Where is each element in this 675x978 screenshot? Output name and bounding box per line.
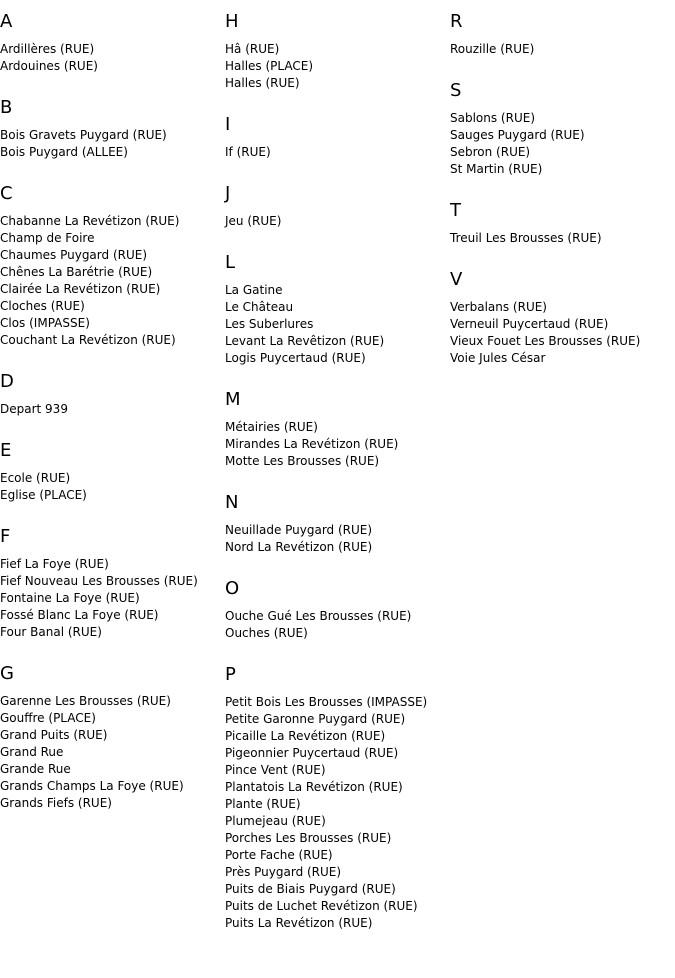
- letter-heading: R: [450, 11, 463, 32]
- street-link[interactable]: Grand Rue: [0, 745, 64, 759]
- street-link[interactable]: Clairée La Revétizon (RUE): [0, 282, 161, 296]
- letter-group-l: [225, 252, 450, 367]
- street-link[interactable]: Clos (IMPASSE): [0, 316, 90, 330]
- street-link[interactable]: Halles (PLACE): [225, 59, 314, 73]
- street-link[interactable]: If (RUE): [225, 145, 271, 159]
- street-link[interactable]: Les Suberlures: [225, 317, 314, 331]
- letter-heading: M: [225, 389, 241, 410]
- street-link[interactable]: Sebron (RUE): [450, 145, 531, 159]
- street-link[interactable]: Porches Les Brousses (RUE): [225, 831, 392, 845]
- street-link[interactable]: Motte Les Brousses (RUE): [225, 454, 380, 468]
- letter-heading: J: [225, 183, 231, 204]
- street-link[interactable]: Ecole (RUE): [0, 471, 71, 485]
- letter-group-c: [0, 183, 225, 349]
- letter-group-j: [225, 183, 450, 230]
- street-list: [0, 41, 225, 75]
- street-link[interactable]: Verbalans (RUE): [450, 300, 547, 314]
- street-link[interactable]: Fief La Foye (RUE): [0, 557, 109, 571]
- street-link[interactable]: Petit Bois Les Brousses (IMPASSE): [225, 695, 428, 709]
- street-link[interactable]: Fontaine La Foye (RUE): [0, 591, 140, 605]
- letter-heading: D: [0, 371, 14, 392]
- street-link[interactable]: Bois Gravets Puygard (RUE): [0, 128, 167, 142]
- letter-heading: C: [0, 183, 13, 204]
- street-link[interactable]: Garenne Les Brousses (RUE): [0, 694, 171, 708]
- street-list: [225, 419, 450, 470]
- street-link[interactable]: Rouzille (RUE): [450, 42, 535, 56]
- street-link[interactable]: Ouche Gué Les Brousses (RUE): [225, 609, 412, 623]
- street-list: [0, 556, 225, 641]
- letter-group-v: [450, 269, 675, 367]
- street-list: [225, 144, 450, 161]
- letter-group-e: [0, 440, 225, 504]
- street-link[interactable]: Le Château: [225, 300, 294, 314]
- letter-group-t: [450, 200, 675, 247]
- letter-group-o: [225, 578, 450, 642]
- letter-group-n: [225, 492, 450, 556]
- street-link[interactable]: Depart 939: [0, 402, 68, 416]
- letter-group-r: [450, 11, 675, 58]
- street-list: [225, 41, 450, 92]
- street-link[interactable]: Sauges Puygard (RUE): [450, 128, 585, 142]
- letter-heading: F: [0, 526, 11, 547]
- street-link[interactable]: Ardillères (RUE): [0, 42, 95, 56]
- street-link[interactable]: Fief Nouveau Les Brousses (RUE): [0, 574, 198, 588]
- letter-heading: H: [225, 11, 239, 32]
- street-link[interactable]: Mirandes La Revétizon (RUE): [225, 437, 399, 451]
- street-link[interactable]: Plantatois La Revétizon (RUE): [225, 780, 403, 794]
- letter-group-i: [225, 114, 450, 161]
- letter-group-a: [0, 11, 225, 75]
- letter-heading: A: [0, 11, 13, 32]
- street-link[interactable]: Fossé Blanc La Foye (RUE): [0, 608, 159, 622]
- street-link[interactable]: Près Puygard (RUE): [225, 865, 342, 879]
- street-link[interactable]: Porte Fache (RUE): [225, 848, 333, 862]
- letter-group-b: [0, 97, 225, 161]
- street-link[interactable]: Chênes La Barétrie (RUE): [0, 265, 153, 279]
- street-link[interactable]: Plante (RUE): [225, 797, 301, 811]
- street-link[interactable]: Verneuil Puycertaud (RUE): [450, 317, 609, 331]
- letter-group-d: [0, 371, 225, 418]
- street-link[interactable]: Pigeonnier Puycertaud (RUE): [225, 746, 399, 760]
- street-list: [225, 522, 450, 556]
- letter-group-m: [225, 389, 450, 470]
- street-link[interactable]: Puits de Luchet Revétizon (RUE): [225, 899, 418, 913]
- street-list: [225, 608, 450, 642]
- street-list: [450, 110, 675, 178]
- letter-group-s: [450, 80, 675, 178]
- street-link[interactable]: Plumejeau (RUE): [225, 814, 326, 828]
- letter-group-h: [225, 11, 450, 92]
- street-link[interactable]: Sablons (RUE): [450, 111, 536, 125]
- letter-group-p: [225, 664, 450, 932]
- letter-heading: O: [225, 578, 240, 599]
- street-column-2: [225, 11, 450, 954]
- street-list: [0, 127, 225, 161]
- letter-heading: S: [450, 80, 462, 101]
- street-column-3: [450, 11, 675, 389]
- letter-heading: V: [450, 269, 463, 290]
- street-list: [0, 213, 225, 349]
- street-link[interactable]: Grands Fiefs (RUE): [0, 796, 112, 810]
- street-list: [225, 213, 450, 230]
- street-link[interactable]: Neuillade Puygard (RUE): [225, 523, 373, 537]
- street-link[interactable]: Treuil Les Brousses (RUE): [450, 231, 602, 245]
- street-link[interactable]: Levant La Revêtizon (RUE): [225, 334, 385, 348]
- street-link[interactable]: Puits de Biais Puygard (RUE): [225, 882, 396, 896]
- letter-heading: I: [225, 114, 231, 135]
- street-link[interactable]: Ardouines (RUE): [0, 59, 98, 73]
- street-link[interactable]: Grand Puits (RUE): [0, 728, 108, 742]
- street-column-1: [0, 11, 225, 834]
- street-list: [450, 41, 675, 58]
- letter-heading: E: [0, 440, 12, 461]
- street-link[interactable]: Voie Jules César: [450, 351, 546, 365]
- street-link[interactable]: Vieux Fouet Les Brousses (RUE): [450, 334, 641, 348]
- street-link[interactable]: Couchant La Revétizon (RUE): [0, 333, 176, 347]
- letter-group-g: [0, 663, 225, 812]
- street-list: [450, 230, 675, 247]
- street-list: [225, 694, 450, 932]
- street-link[interactable]: Cloches (RUE): [0, 299, 85, 313]
- street-link[interactable]: Picaille La Revétizon (RUE): [225, 729, 386, 743]
- street-link[interactable]: Métairies (RUE): [225, 420, 318, 434]
- street-link[interactable]: Nord La Revétizon (RUE): [225, 540, 373, 554]
- letter-heading: B: [0, 97, 13, 118]
- street-link[interactable]: Champ de Foire: [0, 231, 95, 245]
- street-list: [0, 470, 225, 504]
- street-link[interactable]: Eglise (PLACE): [0, 488, 87, 502]
- street-link[interactable]: Four Banal (RUE): [0, 625, 102, 639]
- letter-heading: G: [0, 663, 14, 684]
- street-link[interactable]: Chaumes Puygard (RUE): [0, 248, 148, 262]
- street-link[interactable]: Jeu (RUE): [225, 214, 282, 228]
- street-list: [0, 401, 225, 418]
- street-link[interactable]: Grands Champs La Foye (RUE): [0, 779, 184, 793]
- street-link[interactable]: Logis Puycertaud (RUE): [225, 351, 366, 365]
- street-list: [0, 693, 225, 812]
- street-link[interactable]: Puits La Revétizon (RUE): [225, 916, 373, 930]
- street-link[interactable]: Gouffre (PLACE): [0, 711, 96, 725]
- street-link[interactable]: Chabanne La Revétizon (RUE): [0, 214, 180, 228]
- street-link[interactable]: Ouches (RUE): [225, 626, 308, 640]
- street-list: [450, 299, 675, 367]
- letter-heading: L: [225, 252, 236, 273]
- street-list: [225, 282, 450, 367]
- letter-group-f: [0, 526, 225, 641]
- street-link[interactable]: Hâ (RUE): [225, 42, 280, 56]
- letter-heading: N: [225, 492, 239, 513]
- street-link[interactable]: La Gatine: [225, 283, 283, 297]
- letter-heading: P: [225, 664, 236, 685]
- street-link[interactable]: St Martin (RUE): [450, 162, 543, 176]
- street-link[interactable]: Halles (RUE): [225, 76, 300, 90]
- street-link[interactable]: Petite Garonne Puygard (RUE): [225, 712, 406, 726]
- street-link[interactable]: Bois Puygard (ALLEE): [0, 145, 128, 159]
- street-link[interactable]: Grande Rue: [0, 762, 71, 776]
- letter-heading: T: [450, 200, 461, 221]
- street-link[interactable]: Pince Vent (RUE): [225, 763, 326, 777]
